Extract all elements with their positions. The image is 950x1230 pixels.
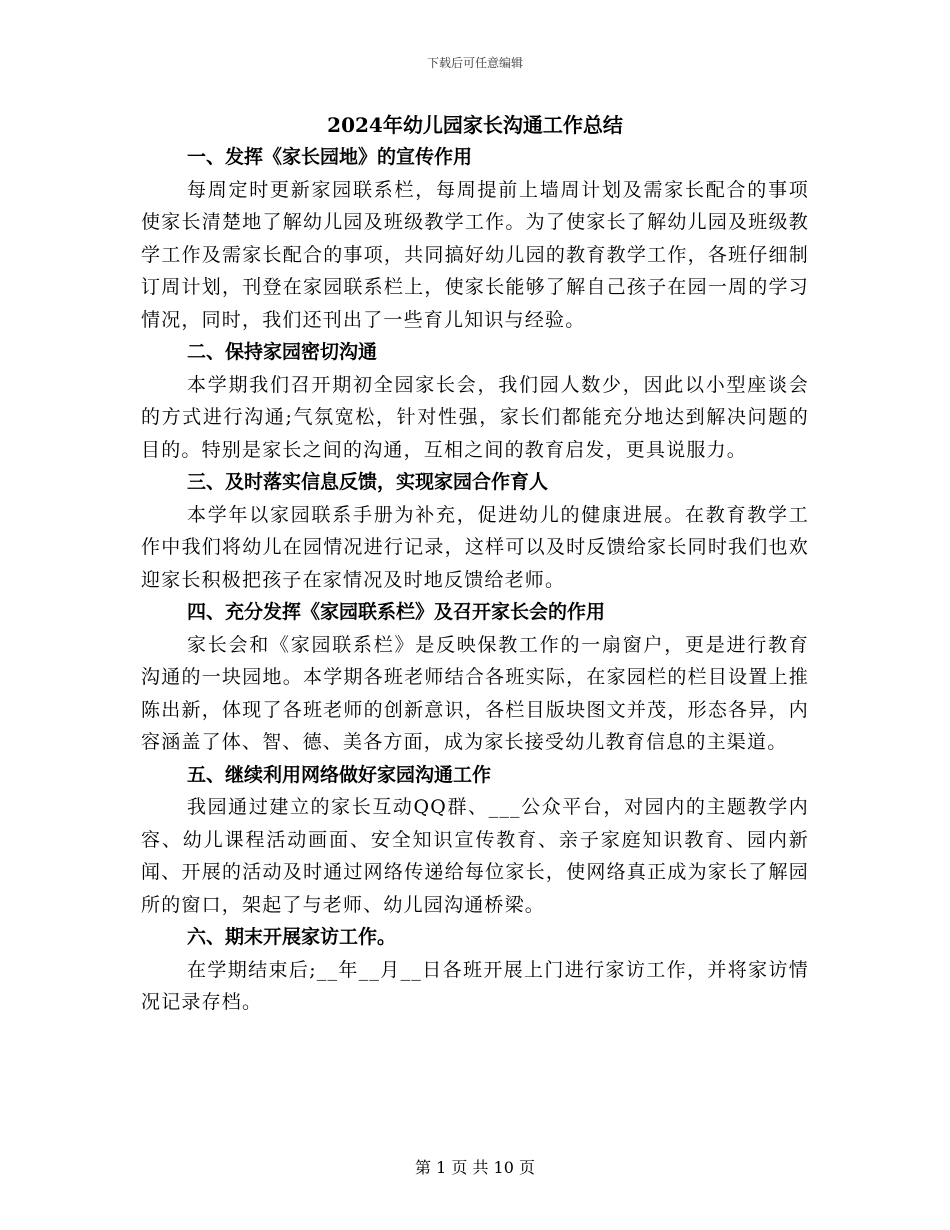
section-6 (141, 921, 809, 1019)
section-3 (141, 466, 809, 596)
section-5 (141, 759, 809, 922)
section-heading: 四、充分发挥《家园联系栏》及召开家长会的作用 (187, 601, 606, 623)
section-2 (141, 336, 809, 466)
document-body (141, 141, 809, 1019)
section-paragraph: 家长会和《家园联系栏》是反映保教工作的一扇窗户，更是进行教育沟通的一块园地。本学期各班老师结合各班实际，在家园栏的栏目设置上推陈出新，体现了各班老师的创新意识，各栏目版块图文并茂，形态各异，内容涵盖了体、智、德、美各方面，成为家长接受幼儿教育信息的主渠道。 (141, 633, 809, 753)
section-paragraph: 本学期我们召开期初全园家长会，我们园人数少，因此以小型座谈会的方式进行沟通;气氛宽松，针对性强，家长们都能充分地达到解决问题的目的。特别是家长之间的沟通，互相之间的教育启发，更具说服力。 (141, 373, 809, 461)
section-paragraph: 本学年以家园联系手册为补充，促进幼儿的健康进展。在教育教学工作中我们将幼儿在园情况进行记录，这样可以及时反馈给家长同时我们也欢迎家长积极把孩子在家情况及时地反馈给老师。 (141, 503, 809, 591)
section-paragraph: 我园通过建立的家长互动QQ群、___公众平台，对园内的主题教学内容、幼儿课程活动画面、安全知识宣传教育、亲子家庭知识教育、园内新闻、开展的活动及时通过网络传递给每位家长，使网络真正成为家长了解园所的窗口，架起了与老师、幼儿园沟通桥梁。 (141, 796, 809, 916)
header-note: 下载后可任意编辑 (426, 56, 523, 70)
section-paragraph: 每周定时更新家园联系栏，每周提前上墙周计划及需家长配合的事项使家长清楚地了解幼儿园及班级教学工作。为了使家长了解幼儿园及班级教学工作及需家长配合的事项，共同搞好幼儿园的教育教学工作，各班仔细制订周计划，刊登在家园联系栏上，使家长能够了解自己孩子在园一周的学习情况，同时，我们还刊出了一些育儿知识与经验。 (141, 178, 809, 331)
document-title: 2024年幼儿园家长沟通工作总结 (327, 113, 623, 137)
section-heading: 三、及时落实信息反馈，实现家园合作育人 (187, 471, 549, 493)
section-1 (141, 141, 809, 336)
section-heading: 五、继续利用网络做好家园沟通工作 (187, 763, 492, 786)
page-footer: 第 1 页 共 10 页 (415, 1158, 535, 1177)
section-heading: 一、发挥《家长园地》的宣传作用 (187, 146, 473, 168)
section-heading: 六、期末开展家访工作。 (187, 926, 397, 948)
section-4 (141, 596, 809, 759)
section-heading: 二、保持家园密切沟通 (187, 341, 378, 363)
section-paragraph: 在学期结束后;__年__月__日各班开展上门进行家访工作，并将家访情况记录存档。 (141, 958, 809, 1013)
